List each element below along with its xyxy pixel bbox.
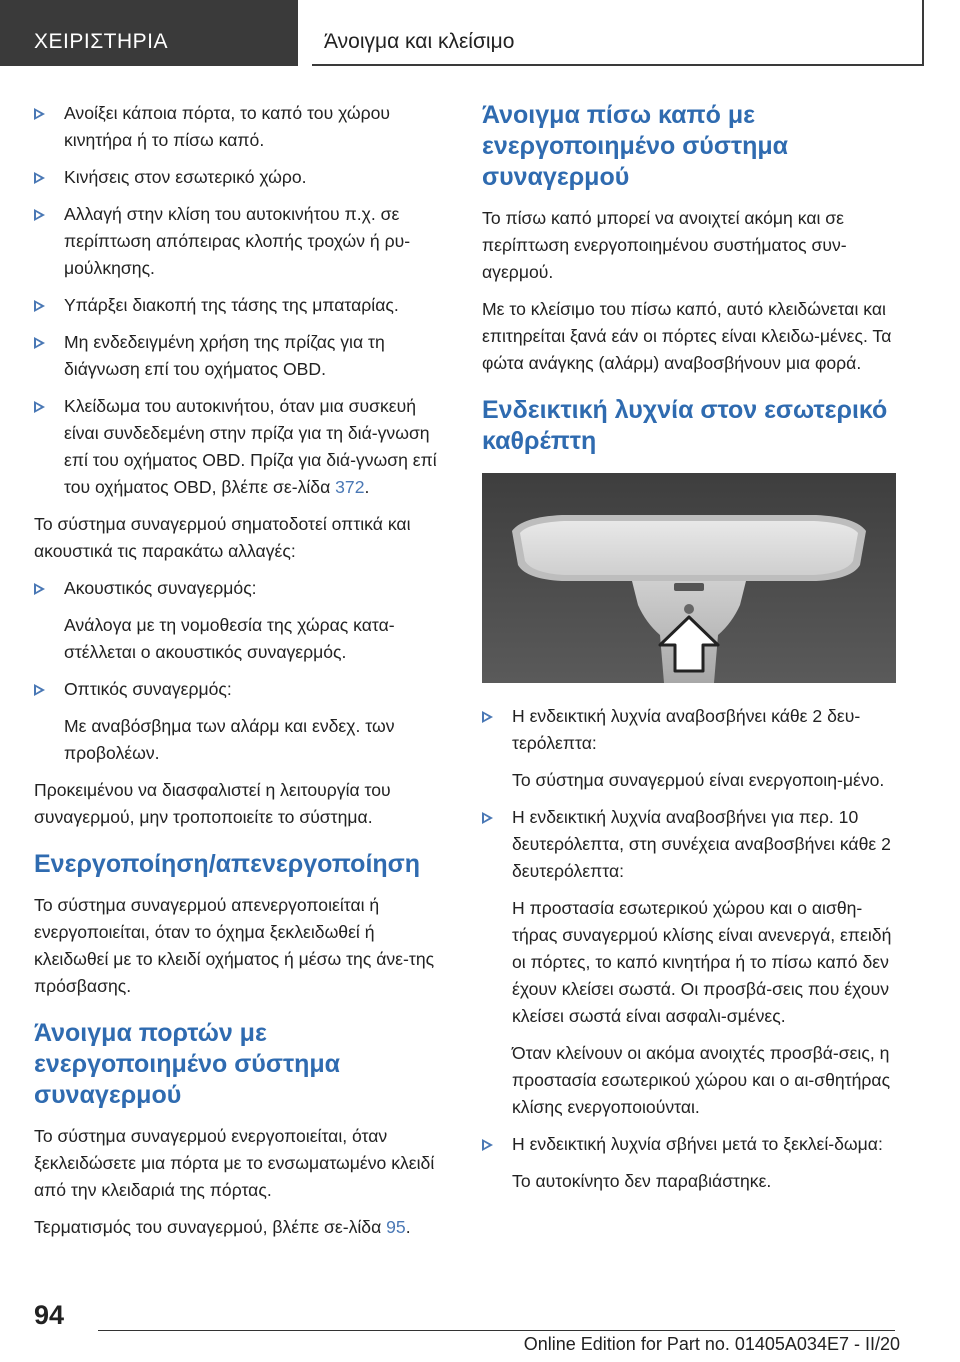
list-item: Κινήσεις στον εσωτερικό χώρο.	[34, 164, 448, 191]
chapter-title: Άνοιγμα και κλείσιμο	[312, 0, 924, 66]
heading-trunk: Άνοιγμα πίσω καπό με ενεργοποιημένο σύστημα συναγερμού	[482, 101, 789, 191]
triangle-bullet-icon	[482, 711, 493, 723]
triangle-bullet-icon	[482, 1139, 493, 1151]
triangle-bullet-icon	[34, 583, 45, 595]
mirror-illustration	[482, 473, 896, 683]
indicator-2-description-1: Η προστασία εσωτερικού χώρου και ο αισθη‐τήρας συναγερμού κλίσης είναι ανενεργά, επειδή οι πόρτες, το καπό κινητήρα ή το πίσω καπό δεν έχουν κλείσει σωστά. Οι προσβά‐σεις που έχουν κλείσει σωστά είναι ασφαλι‐σμένες.	[512, 898, 892, 1026]
heading-doors: Άνοιγμα πορτών με ενεργοποιημένο σύστημα συναγερμού	[34, 1019, 341, 1109]
paragraph-end-alarm: Τερματισμός του συναγερμού, βλέπε σε‐λίδα 95.	[34, 1217, 411, 1237]
indicator-3-description: Το αυτοκίνητο δεν παραβιάστηκε.	[512, 1171, 772, 1191]
paragraph-trunk-2: Με το κλείσιμο του πίσω καπό, αυτό κλειδώνεται και επιτηρείται ξανά εάν οι πόρτες είναι κλειδω‐μένες. Τα φώτα ανάγκης (αλάρμ) αναβοσβήνουν μια φορά.	[482, 299, 892, 373]
page-number: 94	[34, 1300, 65, 1330]
left-column	[34, 100, 448, 1251]
list-item-indicator-2: Η ενδεικτική λυχνία αναβοσβήνει για περ. 10 δευτερόλεπτα, στη συνέχεια αναβοσβήνει κάθε 2 δευτερόλεπτα:	[482, 804, 896, 885]
list-item: Μη ενδεδειγμένη χρήση της πρίζας για τη διάγνωση επί του οχήματος OBD.	[34, 329, 448, 383]
triangle-bullet-icon	[34, 108, 45, 120]
page-link-95[interactable]: 95	[386, 1217, 406, 1237]
triangle-bullet-icon	[34, 684, 45, 696]
page-link-372[interactable]: 372	[335, 477, 365, 497]
list-item: Υπάρξει διακοπή της τάσης της μπαταρίας.	[34, 292, 448, 319]
list-item-indicator-3: Η ενδεικτική λυχνία σβήνει μετά το ξεκλεί‐δωμα:	[482, 1131, 896, 1158]
acoustic-description: Ανάλογα με τη νομοθεσία της χώρας κατα‐στέλλεται ο ακουστικός συναγερμός.	[64, 615, 395, 662]
paragraph-doors: Το σύστημα συναγερμού ενεργοποιείται, όταν ξεκλειδώσετε μια πόρτα με το ενσωματωμένο κλειδί από την κλειδαριά της πόρτας.	[34, 1126, 435, 1200]
optical-description: Με αναβόσβημα των αλάρμ και ενδεχ. των προβολέων.	[64, 716, 395, 763]
rearview-mirror-icon	[482, 473, 896, 683]
triangle-bullet-icon	[34, 401, 45, 413]
list-item-obd: Κλείδωμα του αυτοκινήτου, όταν μια συσκευή είναι συνδεδεμένη στην πρίζα για τη διά‐γνωση επί του οχήματος OBD. Πρίζα για διά‐γνωση επί του οχήματος OBD, βλέπε σε‐λίδα 372.	[34, 393, 448, 501]
list-item-optical: Οπτικός συναγερμός:	[34, 676, 448, 703]
triangle-bullet-icon	[34, 337, 45, 349]
indicator-1-description: Το σύστημα συναγερμού είναι ενεργοποιη‐μένο.	[512, 770, 885, 790]
indicator-2-description-2: Όταν κλείνουν οι ακόμα ανοιχτές προσβά‐σεις, η προστασία εσωτερικού χώρου και ο αι‐σθητήρας κλίσης ενεργοποιούνται.	[512, 1043, 891, 1117]
paragraph-signal: Το σύστημα συναγερμού σηματοδοτεί οπτικά και ακουστικά τις παρακάτω αλλαγές:	[34, 514, 411, 561]
triangle-bullet-icon	[34, 209, 45, 221]
heading-indicator: Ενδεικτική λυχνία στον εσωτερικό καθρέπτη	[482, 396, 888, 455]
heading-activation: Ενεργοποίηση/απενεργοποίηση	[34, 850, 421, 878]
section-title: ΧΕΙΡΙΣΤΗΡΙΑ	[0, 0, 298, 66]
triangle-bullet-icon	[34, 172, 45, 184]
triangle-bullet-icon	[34, 300, 45, 312]
list-item-indicator-1: Η ενδεικτική λυχνία αναβοσβήνει κάθε 2 δευ‐τερόλεπτα:	[482, 703, 896, 757]
list-item: Ανοίξει κάποια πόρτα, το καπό του χώρου κινητήρα ή το πίσω καπό.	[34, 100, 448, 154]
edition-note: Online Edition for Part no. 01405A034E7 - II/20	[523, 1334, 900, 1354]
page-header	[0, 0, 960, 66]
triangle-bullet-icon	[482, 812, 493, 824]
list-item: Αλλαγή στην κλίση του αυτοκινήτου π.χ. σε περίπτωση απόπειρας κλοπής τροχών ή ρυ‐μούλκησης.	[34, 201, 448, 282]
paragraph-trunk-1: Το πίσω καπό μπορεί να ανοιχτεί ακόμη και σε περίπτωση ενεργοποιημένου συστήματος συν‐αγερμού.	[482, 208, 847, 282]
paragraph-warning: Προκειμένου να διασφαλιστεί η λειτουργία του συναγερμού, μην τροποποιείτε το σύστημα.	[34, 780, 391, 827]
list-item-acoustic: Ακουστικός συναγερμός:	[34, 575, 448, 602]
footer-divider	[98, 1330, 895, 1331]
right-column	[482, 100, 896, 1205]
paragraph-activation: Το σύστημα συναγερμού απενεργοποιείται ή ενεργοποιείται, όταν το όχημα ξεκλειδωθεί ή κλειδωθεί με το κλειδί οχήματος ή μέσω της άνε‐της πρόσβασης.	[34, 895, 435, 996]
